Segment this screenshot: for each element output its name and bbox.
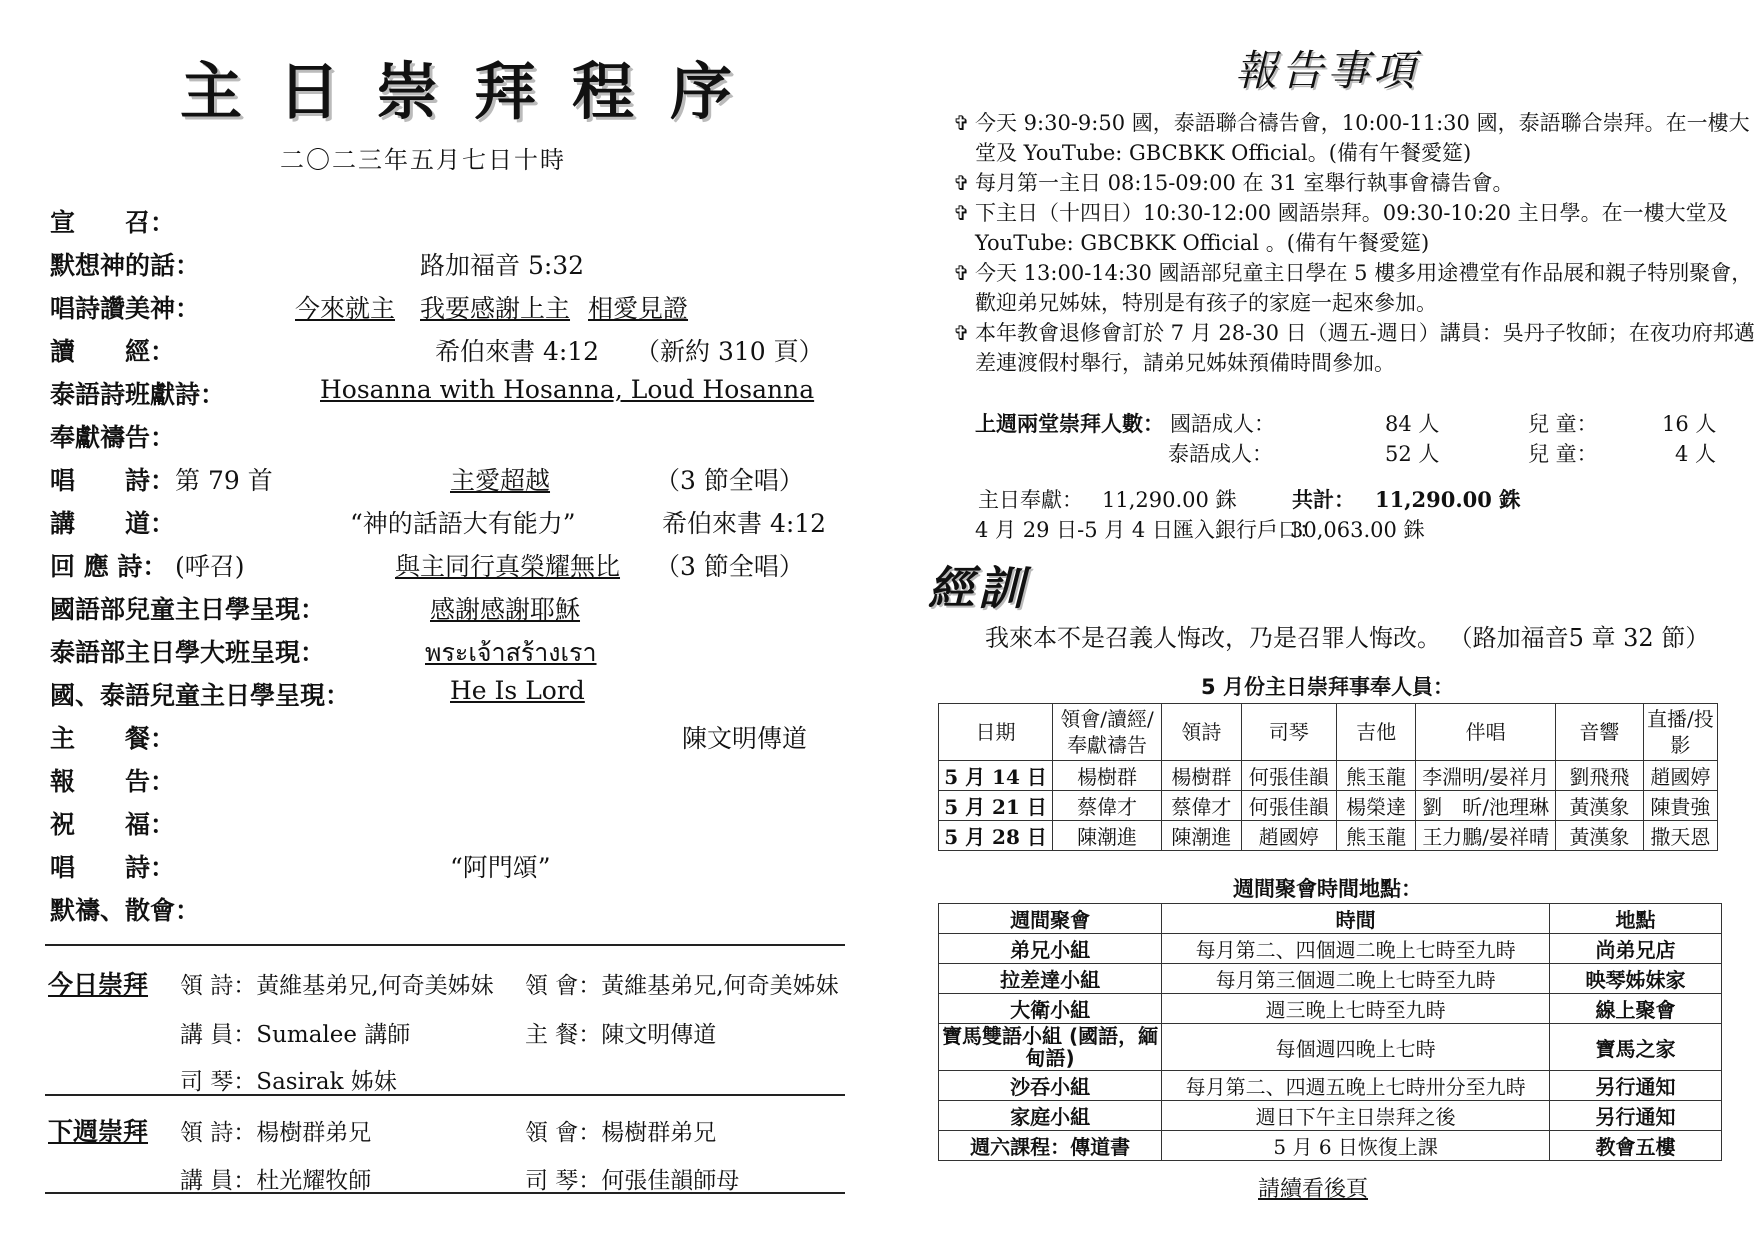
order-item-label: 默想神的話：: [50, 251, 201, 280]
table-row: [939, 1071, 1722, 1101]
weekly-cell: 弟兄小組: [939, 934, 1162, 964]
roster-table: [938, 703, 1718, 851]
roster-header: 吉他: [1336, 704, 1415, 761]
order-item: [50, 805, 850, 845]
roster-cell: 蔡偉才: [1053, 791, 1162, 821]
order-item-label: 祝 福：: [50, 810, 176, 839]
table-row: [939, 821, 1718, 851]
order-item-value: 希伯來書 4:12: [435, 337, 600, 366]
order-item: [50, 762, 850, 802]
order-item-value: 主愛超越: [450, 466, 551, 495]
roster-cell: 撒天恩: [1643, 821, 1717, 851]
order-item: [50, 547, 850, 587]
weekly-cell: 線上聚會: [1550, 994, 1722, 1024]
weekly-meetings-table: [938, 903, 1722, 1161]
table-row: [939, 1101, 1722, 1131]
order-item-value: Hosanna with Hosanna, Loud Hosanna: [320, 375, 815, 404]
announcement-text: 今天 9:30-9:50 國，泰語聯合禱告會，10:00-11:30 國，泰語聯合崇拜。在一樓大堂及 YouTube: GBCBKK Official。(備有午餐愛筵): [975, 111, 1750, 165]
weekly-cell: 每個週四晚上七時: [1162, 1024, 1550, 1071]
cross-icon: ✞: [953, 111, 970, 135]
weekly-cell: 每月第二、四週五晚上七時卅分至九時: [1162, 1071, 1550, 1101]
next-piano: 司 琴：何張佳韻師母: [525, 1168, 740, 1194]
order-item: [50, 504, 850, 544]
roster-cell: 黃漢象: [1555, 791, 1643, 821]
announcements-title: 報告事項: [1235, 46, 1420, 95]
mandarin-adult-count: 84 人: [1385, 412, 1440, 436]
cross-icon: ✞: [953, 171, 970, 195]
roster-cell: 劉 昕/池理琳: [1416, 791, 1556, 821]
weekly-cell: 5 月 6 日恢復上課: [1162, 1131, 1550, 1161]
order-item-label: 唱 詩：: [50, 466, 176, 495]
order-item-label: 泰語部主日學大班呈現：: [50, 638, 326, 667]
table-row: [939, 1131, 1722, 1161]
page-title: 主日崇拜程序: [180, 55, 769, 128]
continue-note: 請續看後頁: [1258, 1177, 1369, 1202]
weekly-cell: 另行通知: [1550, 1071, 1722, 1101]
table-row: [939, 761, 1718, 791]
weekly-header: 週間聚會: [939, 904, 1162, 934]
offering-label: 主日奉獻：: [978, 488, 1083, 512]
order-item: [50, 848, 850, 888]
order-item-label: 宣 召：: [50, 208, 176, 237]
weekly-cell: 每月第三個週二晚上七時至九時: [1162, 964, 1550, 994]
attendance-label: 上週兩堂崇拜人數：: [975, 411, 1164, 436]
thai-adult-count: 52 人: [1385, 442, 1440, 466]
announcement-text: 下主日（十四日）10:30-12:00 國語崇拜。09:30-10:20 主日學。在一樓大堂及 YouTube: GBCBKK Official 。(備有午餐愛筵): [975, 201, 1728, 255]
roster-cell: 楊樹群: [1053, 761, 1162, 791]
order-item-value: 路加福音 5:32: [420, 251, 585, 280]
order-item-value: 陳文明傳道: [682, 724, 808, 753]
today-lead-service: 領 會：黃維基弟兄,何奇美姊妹: [525, 973, 839, 999]
roster-cell: 趙國婷: [1643, 761, 1717, 791]
weekly-cell: 週六課程：傳道書: [939, 1131, 1162, 1161]
order-item-label: 報 告：: [50, 767, 176, 796]
table-row: [939, 994, 1722, 1024]
scripture-heading: 經訓: [928, 561, 1028, 615]
weekly-cell: 教會五樓: [1550, 1131, 1722, 1161]
table-row: [939, 791, 1718, 821]
weekly-title: 週間聚會時間地點：: [1233, 877, 1422, 901]
weekly-cell: 寶馬之家: [1550, 1024, 1722, 1071]
order-item-value: 相愛見證: [588, 294, 689, 323]
divider: [45, 1192, 845, 1194]
table-row: [939, 934, 1722, 964]
table-row: [939, 1024, 1722, 1071]
weekly-cell: 映琴姊妹家: [1550, 964, 1722, 994]
cross-icon: ✞: [953, 321, 970, 345]
child-label: 兒 童：: [1528, 412, 1598, 436]
table-row: [939, 964, 1722, 994]
right-page: [900, 0, 1755, 1241]
order-item-label: 唱詩讚美神：: [50, 294, 201, 323]
child-label: 兒 童：: [1528, 442, 1598, 466]
scripture-verse: 我來本不是召義人悔改，乃是召罪人悔改。 （路加福音5 章 32 節）: [985, 624, 1710, 652]
roster-header: 日期: [939, 704, 1053, 761]
roster-cell: 5 月 14 日: [939, 761, 1053, 791]
announcement-text: 每月第一主日 08:15-09:00 在 31 室舉行執事會禱告會。: [975, 171, 1514, 195]
order-item-value: 第 79 首: [175, 466, 273, 495]
weekly-cell: 沙吞小組: [939, 1071, 1162, 1101]
today-piano: 司 琴：Sasirak 姊妹: [180, 1069, 397, 1095]
order-item-label: 主 餐：: [50, 724, 176, 753]
order-item-label: 默禱、散會：: [50, 896, 201, 925]
offering-amount: 11,290.00 銖: [1102, 488, 1237, 512]
weekly-cell: 另行通知: [1550, 1101, 1722, 1131]
child-count: 4 人: [1675, 442, 1717, 466]
roster-cell: 陳潮進: [1053, 821, 1162, 851]
order-item-label: 奉獻禱告：: [50, 423, 176, 452]
order-item-value: 今來就主: [295, 294, 396, 323]
order-item-label: 回 應 詩：: [50, 552, 168, 581]
order-item-value: “神的話語大有能力”: [350, 509, 576, 538]
order-item-value: 感謝感謝耶穌: [430, 595, 581, 624]
announcement-text: 今天 13:00-14:30 國語部兒童主日學在 5 樓多用途禮堂有作品展和親子特別聚會，歡迎弟兄姊妹，特別是有孩子的家庭一起來參加。: [975, 261, 1753, 315]
roster-cell: 5 月 21 日: [939, 791, 1053, 821]
order-item: [50, 633, 850, 673]
order-item-value: 與主同行真榮耀無比: [395, 552, 621, 581]
roster-header: 音響: [1555, 704, 1643, 761]
announcement-item: [953, 318, 1755, 378]
order-item-value: (呼召): [175, 552, 245, 581]
order-item-value: พระเจ้าสร้างเรา: [425, 638, 597, 667]
order-item-label: 唱 詩：: [50, 853, 176, 882]
roster-cell: 趙國婷: [1241, 821, 1336, 851]
roster-cell: 黃漢象: [1555, 821, 1643, 851]
bank-amount: 30,063.00 銖: [1290, 518, 1425, 542]
cross-icon: ✞: [953, 261, 970, 285]
next-lead-service: 領 會：楊樹群弟兄: [525, 1120, 717, 1146]
divider: [45, 1094, 845, 1096]
roster-cell: 李淵明/晏祥月: [1416, 761, 1556, 791]
order-item-value: “阿門頌”: [450, 853, 551, 882]
order-item-label: 國語部兒童主日學呈現：: [50, 595, 326, 624]
mandarin-adult-label: 國語成人：: [1170, 412, 1275, 436]
order-item-value: （3 節全唱）: [655, 552, 804, 581]
cross-icon: ✞: [953, 201, 970, 225]
next-lead-song: 領 詩：楊樹群弟兄: [180, 1120, 372, 1146]
roster-cell: 楊榮達: [1336, 791, 1415, 821]
roster-cell: 何張佳韻: [1241, 791, 1336, 821]
order-item: [50, 676, 850, 716]
order-item: [50, 375, 850, 415]
today-communion: 主 餐：陳文明傳道: [525, 1022, 717, 1048]
today-lead-song: 領 詩：黃維基弟兄,何奇美姊妹: [180, 973, 494, 999]
roster-title: 5 月份主日崇拜事奉人員：: [1201, 675, 1454, 699]
order-item-label: 講 道：: [50, 509, 176, 538]
announcement-item: [953, 108, 1755, 168]
thai-adult-label: 泰語成人：: [1168, 442, 1273, 466]
order-item: [50, 332, 850, 372]
announcement-text: 本年教會退修會訂於 7 月 28-30 日（週五-週日）講員：吳丹子牧師；在夜功府邦邁差連渡假村舉行，請弟兄姊妹預備時間參加。: [975, 321, 1755, 375]
weekly-cell: 尚弟兄店: [1550, 934, 1722, 964]
roster-header: 領詩: [1162, 704, 1241, 761]
announcement-item: [953, 198, 1755, 258]
order-item: [50, 289, 850, 329]
roster-cell: 蔡偉才: [1162, 791, 1241, 821]
order-item-label: 泰語詩班獻詩：: [50, 380, 226, 409]
today-service-heading: 今日崇拜: [48, 970, 149, 999]
service-date: 二〇二三年五月七日十時: [280, 146, 566, 174]
today-speaker: 講 員：Sumalee 講師: [180, 1022, 411, 1048]
roster-cell: 陳貴強: [1643, 791, 1717, 821]
roster-cell: 熊玉龍: [1336, 821, 1415, 851]
order-item: [50, 461, 850, 501]
roster-cell: 劉飛飛: [1555, 761, 1643, 791]
order-item-value: （3 節全唱）: [655, 466, 804, 495]
roster-cell: 王力鵬/晏祥晴: [1416, 821, 1556, 851]
roster-header: 伴唱: [1416, 704, 1556, 761]
weekly-header: 地點: [1550, 904, 1722, 934]
order-item-label: 國、泰語兒童主日學呈現：: [50, 681, 351, 710]
weekly-cell: 拉差達小組: [939, 964, 1162, 994]
total-label: 共計：: [1292, 487, 1355, 512]
roster-cell: 熊玉龍: [1336, 761, 1415, 791]
divider: [45, 944, 845, 946]
order-item-value: （新約 310 頁）: [635, 337, 824, 366]
weekly-cell: 寶馬雙語小組 (國語，緬甸語): [939, 1024, 1162, 1071]
order-item: [50, 590, 850, 630]
roster-cell: 楊樹群: [1162, 761, 1241, 791]
order-item-label: 讀 經：: [50, 337, 176, 366]
roster-header: 直播/投影: [1643, 704, 1717, 761]
bank-label: 4 月 29 日-5 月 4 日匯入銀行戶口：: [975, 518, 1320, 542]
weekly-cell: 週三晚上七時至九時: [1162, 994, 1550, 1024]
total-amount: 11,290.00 銖: [1375, 487, 1521, 512]
order-item-value: 希伯來書 4:12: [662, 509, 827, 538]
roster-cell: 何張佳韻: [1241, 761, 1336, 791]
weekly-cell: 大衛小組: [939, 994, 1162, 1024]
child-count: 16 人: [1662, 412, 1717, 436]
roster-cell: 陳潮進: [1162, 821, 1241, 851]
order-item-value: 我要感謝上主: [420, 294, 571, 323]
order-item-value: He Is Lord: [450, 676, 585, 705]
order-item: [50, 418, 850, 458]
next-service-heading: 下週崇拜: [48, 1117, 149, 1146]
roster-cell: 5 月 28 日: [939, 821, 1053, 851]
announcement-item: [953, 258, 1755, 318]
order-item: [50, 203, 850, 243]
next-speaker: 講 員：杜光耀牧師: [180, 1168, 372, 1194]
weekly-cell: 週日下午主日崇拜之後: [1162, 1101, 1550, 1131]
weekly-cell: 家庭小組: [939, 1101, 1162, 1131]
weekly-cell: 每月第二、四個週二晚上七時至九時: [1162, 934, 1550, 964]
roster-header: 司琴: [1241, 704, 1336, 761]
announcement-item: [953, 168, 1755, 198]
weekly-header: 時間: [1162, 904, 1550, 934]
order-item: [50, 719, 850, 759]
roster-header: 領會/讀經/奉獻禱告: [1053, 704, 1162, 761]
order-item: [50, 246, 850, 286]
order-item: [50, 891, 850, 931]
